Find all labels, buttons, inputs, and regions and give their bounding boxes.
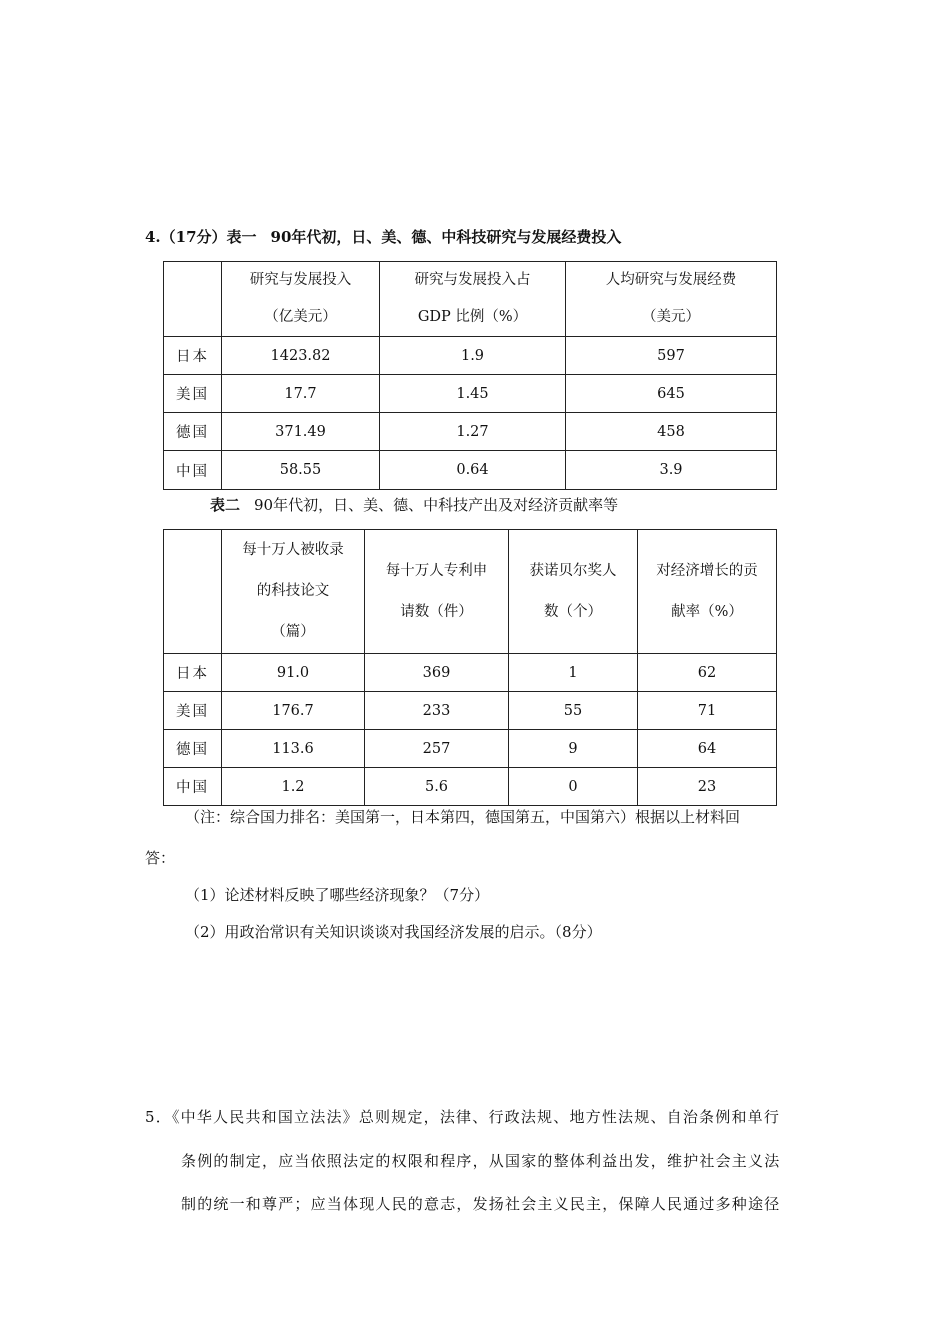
table-1-header-cell <box>566 262 777 337</box>
value-cell: 9 <box>509 730 638 768</box>
table-1 <box>163 261 777 490</box>
table-1-header-cell <box>380 262 566 337</box>
table-row <box>164 413 777 451</box>
header-line: 请数（件） <box>400 603 473 620</box>
question-5-line-1: 5．《中华人民共和国立法法》总则规定，法律、行政法规、地方性法规、自治条例和单行 <box>145 1108 781 1126</box>
header-line: 每十万人被收录 <box>242 542 344 558</box>
table-2-header-cell <box>638 530 777 654</box>
table1-title: 90年代初，日、美、德、中科技研究与发展经费投入 <box>270 228 622 246</box>
table-2-title: 90年代初，日、美、德、中科技产出及对经济贡献率等 <box>254 496 619 514</box>
value-cell: 1423.82 <box>222 337 380 375</box>
value-cell: 91.0 <box>222 654 365 692</box>
header-line: 献率（%） <box>671 603 743 620</box>
value-cell: 597 <box>566 337 777 375</box>
table-row <box>164 337 777 375</box>
table-2-header-cell <box>509 530 638 654</box>
country-cell: 美国 <box>164 375 222 413</box>
value-cell: 1.45 <box>380 375 566 413</box>
value-cell: 55 <box>509 692 638 730</box>
table-2-header-row <box>164 530 777 654</box>
value-cell: 17.7 <box>222 375 380 413</box>
header-line: 研究与发展投入 <box>249 272 352 288</box>
table-2 <box>163 529 777 806</box>
value-cell: 64 <box>638 730 777 768</box>
value-cell: 1 <box>509 654 638 692</box>
country-cell: 德国 <box>164 730 222 768</box>
value-cell: 3.9 <box>566 451 777 490</box>
header-line: 每十万人专利申 <box>385 562 488 579</box>
note-line-1: （注：综合国力排名：美国第一，日本第四，德国第五，中国第六）根据以上材料回 <box>185 808 741 826</box>
country-cell: 美国 <box>164 692 222 730</box>
value-cell: 0.64 <box>380 451 566 490</box>
country-cell: 德国 <box>164 413 222 451</box>
header-line: 的科技论文 <box>256 583 330 599</box>
table-2-caption <box>210 494 618 515</box>
value-cell: 23 <box>638 768 777 806</box>
sub-question-1: （1）论述材料反映了哪些经济现象？（7分） <box>185 886 490 904</box>
table-1-corner-cell <box>164 262 222 337</box>
question-4-prefix: 4.（17分）表一 <box>145 228 257 246</box>
table-row <box>164 730 777 768</box>
value-cell: 369 <box>365 654 509 692</box>
table-1-header-cell <box>222 262 380 337</box>
header-line: 数（个） <box>544 603 602 620</box>
country-cell: 日本 <box>164 654 222 692</box>
question-5-line-2: 条例的制定，应当依照法定的权限和程序，从国家的整体利益出发，维护社会主义法 <box>181 1152 781 1170</box>
value-cell: 5.6 <box>365 768 509 806</box>
question-4-heading <box>145 226 621 247</box>
value-cell: 113.6 <box>222 730 365 768</box>
header-line: 对经济增长的贡 <box>656 562 758 579</box>
value-cell: 58.55 <box>222 451 380 490</box>
table-2-corner-cell <box>164 530 222 654</box>
value-cell: 458 <box>566 413 777 451</box>
header-line: （篇） <box>271 624 315 640</box>
value-cell: 62 <box>638 654 777 692</box>
table-2-label: 表二 <box>210 496 241 514</box>
table-row <box>164 654 777 692</box>
country-cell: 日本 <box>164 337 222 375</box>
header-line: 研究与发展投入占 <box>414 272 531 288</box>
question-5-line-3: 制的统一和尊严；应当体现人民的意志，发扬社会主义民主，保障人民通过多种途径 <box>181 1195 781 1213</box>
value-cell: 176.7 <box>222 692 365 730</box>
value-cell: 0 <box>509 768 638 806</box>
table-row <box>164 692 777 730</box>
header-line: 获诺贝尔奖人 <box>529 562 617 579</box>
note-line-2: 答： <box>145 849 176 867</box>
header-line: 人均研究与发展经费 <box>605 272 737 288</box>
sub-question-2: （2）用政治常识有关知识谈谈对我国经济发展的启示。（8分） <box>185 923 602 941</box>
country-cell: 中国 <box>164 768 222 806</box>
value-cell: 233 <box>365 692 509 730</box>
table-1-header-row <box>164 262 777 337</box>
value-cell: 1.9 <box>380 337 566 375</box>
table-2-header-cell <box>222 530 365 654</box>
value-cell: 71 <box>638 692 777 730</box>
header-line: GDP 比例（%） <box>417 309 528 325</box>
table-2-header-cell <box>365 530 509 654</box>
value-cell: 1.27 <box>380 413 566 451</box>
country-cell: 中国 <box>164 451 222 490</box>
value-cell: 1.2 <box>222 768 365 806</box>
value-cell: 257 <box>365 730 509 768</box>
table-row <box>164 375 777 413</box>
value-cell: 371.49 <box>222 413 380 451</box>
table-row <box>164 451 777 490</box>
value-cell: 645 <box>566 375 777 413</box>
table-row <box>164 768 777 806</box>
header-line: （亿美元） <box>264 309 337 325</box>
header-line: （美元） <box>642 309 700 325</box>
